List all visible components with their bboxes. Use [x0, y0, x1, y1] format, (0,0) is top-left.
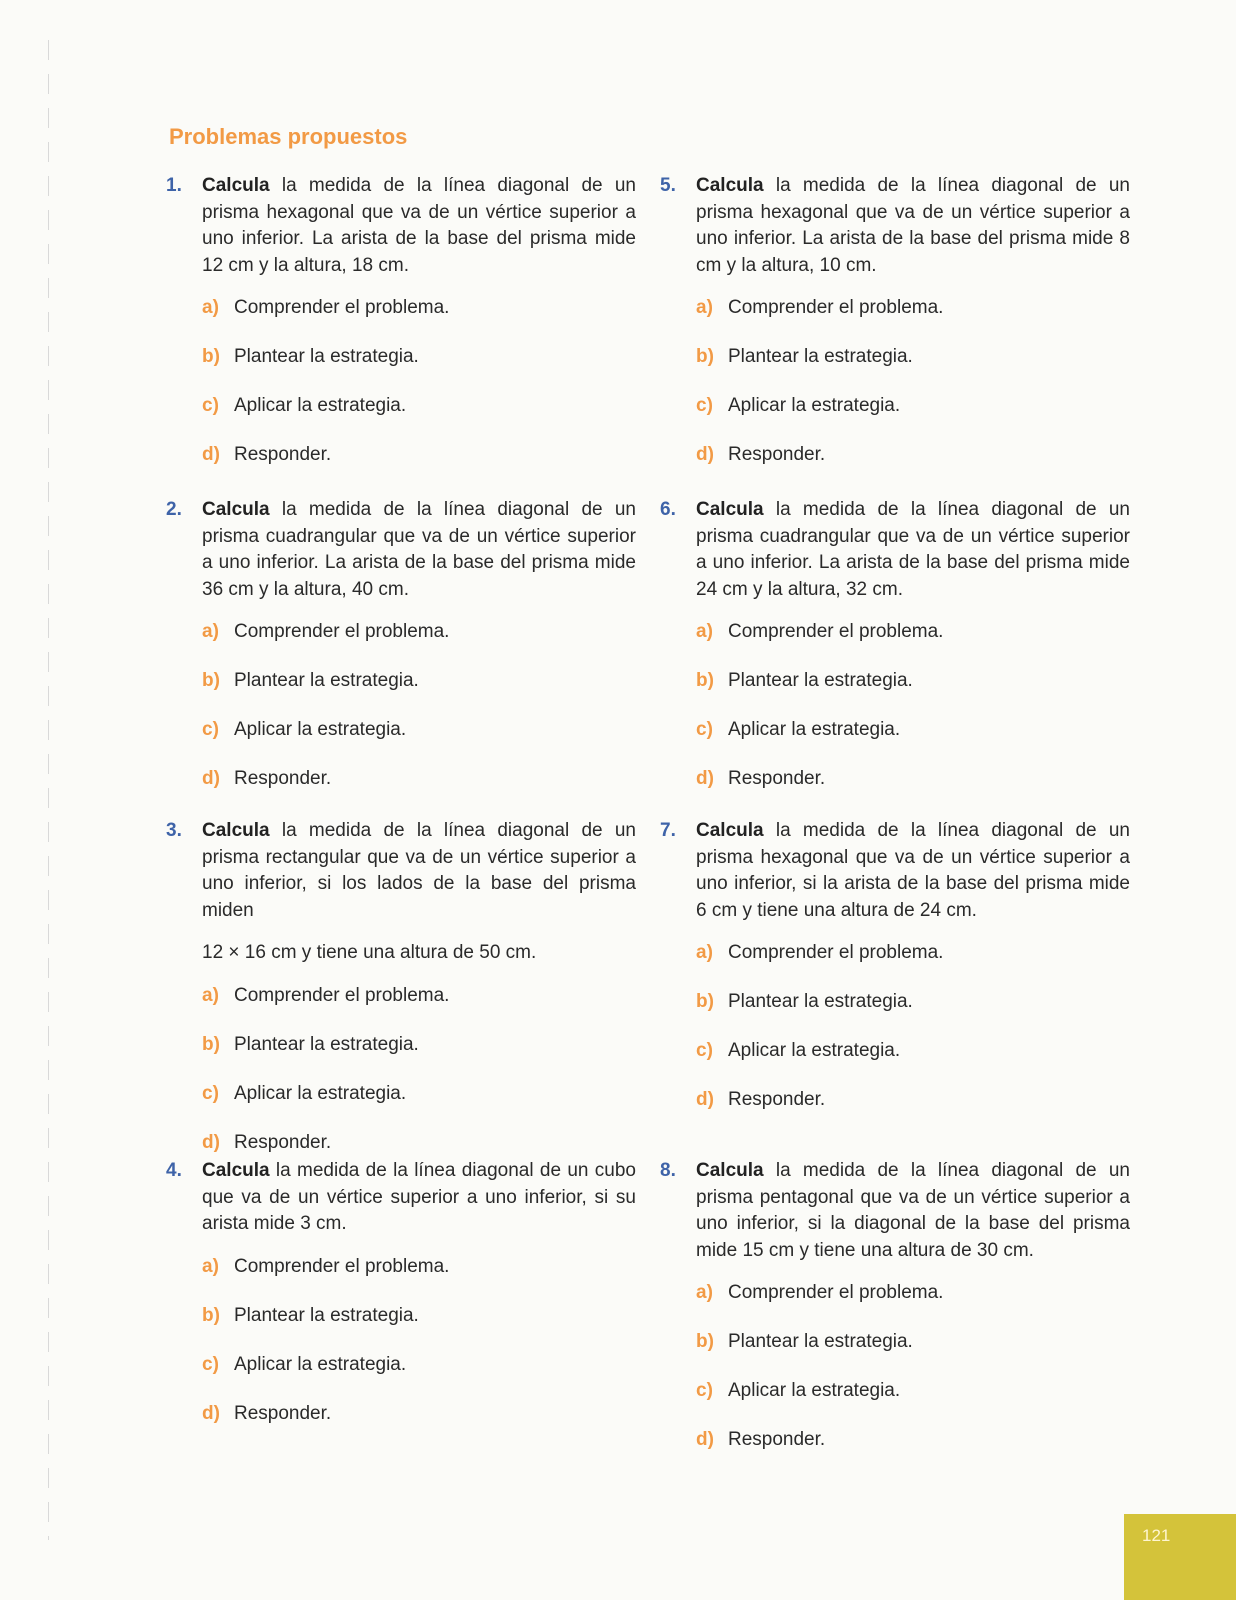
step-letter: c)	[202, 1082, 219, 1104]
page-number-tab	[1124, 1514, 1236, 1600]
problem-statement	[660, 497, 1130, 603]
problem-verb: Calcula	[696, 175, 764, 196]
step-item	[696, 940, 1130, 989]
problem-item	[166, 173, 636, 491]
problem-body: la medida de la línea diagonal de un prisma rectangular que va de un vértice superior a uno inferior, si los lados de la base del prisma miden	[202, 820, 636, 921]
step-label: Responder.	[728, 1429, 826, 1450]
problem-number: 4.	[166, 1160, 182, 1181]
problem-text	[696, 497, 1130, 603]
step-item	[202, 766, 636, 815]
step-list	[660, 940, 1130, 1136]
problem-number: 3.	[166, 820, 182, 841]
problem-item	[166, 1158, 636, 1450]
step-label: Responder.	[234, 768, 332, 789]
step-letter: c)	[202, 719, 219, 740]
step-letter: a)	[202, 984, 219, 1006]
step-label: Comprender el problema.	[728, 942, 944, 963]
step-label: Plantear la estrategia.	[234, 1033, 419, 1055]
step-item	[202, 1352, 636, 1401]
step-letter: a)	[202, 297, 219, 318]
step-label: Aplicar la estrategia.	[234, 395, 407, 416]
step-item	[696, 1427, 1130, 1476]
problem-item	[166, 818, 636, 1179]
step-item	[202, 1303, 636, 1352]
step-label: Plantear la estrategia.	[728, 346, 913, 367]
step-item	[202, 983, 636, 1032]
page-number: 121	[1142, 1526, 1171, 1545]
step-label: Plantear la estrategia.	[234, 670, 419, 691]
problem-item	[660, 173, 1130, 491]
problem-body: la medida de la línea diagonal de un prisma hexagonal que va de un vértice superior a uno inferior. La arista de la base del prisma mide 12 cm y la altura, 18 cm.	[202, 175, 636, 276]
step-item	[202, 1081, 636, 1130]
step-item	[202, 717, 636, 766]
step-letter: a)	[202, 1255, 219, 1277]
step-item	[696, 442, 1130, 491]
step-item	[202, 393, 636, 442]
problem-statement	[660, 1158, 1130, 1264]
step-letter: d)	[202, 1402, 220, 1424]
step-letter: c)	[202, 1353, 219, 1375]
problem-statement	[166, 173, 636, 279]
step-label: Responder.	[234, 1402, 332, 1424]
problem-statement	[166, 1158, 636, 1238]
problem-text	[202, 497, 636, 603]
step-item	[696, 1087, 1130, 1136]
step-letter: b)	[696, 991, 714, 1012]
step-letter: d)	[202, 768, 220, 789]
step-item	[202, 1254, 636, 1303]
problem-body: la medida de la línea diagonal de un prisma cuadrangular que va de un vértice superior a uno inferior. La arista de la base del prisma mide 24 cm y la altura, 32 cm.	[696, 499, 1130, 600]
problem-statement	[660, 818, 1130, 924]
step-label: Plantear la estrategia.	[234, 346, 419, 367]
step-label: Comprender el problema.	[234, 297, 450, 318]
step-item	[696, 717, 1130, 766]
step-letter: b)	[202, 1304, 220, 1326]
problem-item	[166, 497, 636, 815]
problem-body: la medida de la línea diagonal de un prisma hexagonal que va de un vértice superior a uno inferior, si la arista de la base del prisma mide 6 cm y tiene una altura de 24 cm.	[696, 820, 1130, 921]
problem-number: 6.	[660, 499, 676, 520]
step-label: Plantear la estrategia.	[728, 1331, 913, 1352]
problem-item	[660, 497, 1130, 815]
problem-verb: Calcula	[202, 175, 270, 196]
problem-text	[696, 818, 1130, 924]
problem-text	[696, 1158, 1130, 1264]
step-item	[696, 344, 1130, 393]
step-item	[202, 619, 636, 668]
step-letter: a)	[696, 1282, 713, 1303]
step-list	[660, 295, 1130, 491]
step-letter: d)	[696, 444, 714, 465]
step-label: Responder.	[728, 444, 826, 465]
step-letter: b)	[202, 1033, 220, 1055]
problem-text	[202, 818, 636, 924]
step-letter: d)	[202, 1131, 220, 1153]
step-label: Responder.	[234, 1131, 332, 1153]
step-letter: b)	[202, 346, 220, 367]
step-list	[660, 1280, 1130, 1476]
page-title: Problemas propuestos	[169, 124, 408, 149]
step-label: Responder.	[728, 1089, 826, 1110]
step-list	[166, 1254, 636, 1450]
problem-body: la medida de la línea diagonal de un cubo que va de un vértice superior a uno inferior, si su arista mide 3 cm.	[202, 1160, 636, 1234]
problem-verb: Calcula	[202, 820, 270, 841]
step-letter: a)	[696, 621, 713, 642]
step-item	[696, 668, 1130, 717]
step-item	[696, 1329, 1130, 1378]
problem-body: la medida de la línea diagonal de un prisma hexagonal que va de un vértice superior a uno inferior. La arista de la base del prisma mide 8 cm y la altura, 10 cm.	[696, 175, 1130, 276]
step-label: Comprender el problema.	[728, 621, 944, 642]
step-item	[202, 668, 636, 717]
step-item	[696, 619, 1130, 668]
problem-verb: Calcula	[696, 499, 764, 520]
step-letter: a)	[202, 621, 219, 642]
problem-item	[660, 1158, 1130, 1476]
problem-number: 7.	[660, 820, 676, 841]
problem-number: 1.	[166, 175, 182, 196]
problem-text	[696, 173, 1130, 279]
problem-verb: Calcula	[202, 499, 270, 520]
problem-body: la medida de la línea diagonal de un prisma pentagonal que va de un vértice superior a uno inferior, si la diagonal de la base del prisma mide 15 cm y tiene una altura de 30 cm.	[696, 1160, 1130, 1261]
step-list	[166, 619, 636, 815]
step-label: Plantear la estrategia.	[234, 1304, 419, 1326]
step-letter: a)	[696, 297, 713, 318]
step-label: Aplicar la estrategia.	[728, 1040, 901, 1061]
step-label: Comprender el problema.	[234, 621, 450, 642]
step-label: Responder.	[234, 444, 332, 465]
step-letter: b)	[696, 670, 714, 691]
step-label: Aplicar la estrategia.	[728, 719, 901, 740]
problem-statement	[660, 173, 1130, 279]
problem-text	[202, 1158, 636, 1238]
step-letter: c)	[696, 1040, 713, 1061]
step-label: Aplicar la estrategia.	[728, 395, 901, 416]
step-label: Responder.	[728, 768, 826, 789]
step-letter: d)	[696, 1089, 714, 1110]
step-item	[202, 442, 636, 491]
step-letter: b)	[696, 346, 714, 367]
problem-verb: Calcula	[202, 1160, 270, 1181]
step-item	[202, 344, 636, 393]
step-letter: c)	[202, 395, 219, 416]
problem-statement	[166, 497, 636, 603]
margin-guide-line	[48, 40, 49, 1540]
problem-verb: Calcula	[696, 820, 764, 841]
step-letter: c)	[696, 719, 713, 740]
step-letter: c)	[696, 1380, 713, 1401]
problem-number: 8.	[660, 1160, 676, 1181]
step-label: Plantear la estrategia.	[728, 670, 913, 691]
step-letter: b)	[202, 670, 220, 691]
step-label: Aplicar la estrategia.	[234, 719, 407, 740]
step-letter: d)	[202, 444, 220, 465]
step-item	[202, 1032, 636, 1081]
step-item	[696, 1038, 1130, 1087]
step-letter: c)	[696, 395, 713, 416]
step-label: Aplicar la estrategia.	[234, 1082, 407, 1104]
step-item	[696, 989, 1130, 1038]
step-item	[202, 295, 636, 344]
problem-body: la medida de la línea diagonal de un prisma cuadrangular que va de un vértice superior a uno inferior. La arista de la base del prisma mide 36 cm y la altura, 40 cm.	[202, 499, 636, 600]
step-item	[202, 1401, 636, 1450]
step-list	[166, 983, 636, 1179]
problem-number: 5.	[660, 175, 676, 196]
step-label: Aplicar la estrategia.	[728, 1380, 901, 1401]
problem-extra-line: 12 × 16 cm y tiene una altura de 50 cm.	[202, 942, 537, 963]
problem-verb: Calcula	[696, 1160, 764, 1181]
problem-text	[202, 173, 636, 279]
step-label: Plantear la estrategia.	[728, 991, 913, 1012]
problem-item	[660, 818, 1130, 1136]
step-list	[660, 619, 1130, 815]
step-label: Comprender el problema.	[234, 1255, 450, 1277]
step-letter: a)	[696, 942, 713, 963]
step-item	[696, 766, 1130, 815]
step-item	[696, 1280, 1130, 1329]
step-label: Comprender el problema.	[234, 984, 450, 1006]
step-letter: d)	[696, 768, 714, 789]
step-item	[696, 295, 1130, 344]
problem-statement	[166, 818, 636, 924]
step-label: Aplicar la estrategia.	[234, 1353, 407, 1375]
step-list	[166, 295, 636, 491]
step-label: Comprender el problema.	[728, 297, 944, 318]
problem-number: 2.	[166, 499, 182, 520]
step-item	[696, 1378, 1130, 1427]
step-letter: d)	[696, 1429, 714, 1450]
step-label: Comprender el problema.	[728, 1282, 944, 1303]
step-letter: b)	[696, 1331, 714, 1352]
step-item	[696, 393, 1130, 442]
